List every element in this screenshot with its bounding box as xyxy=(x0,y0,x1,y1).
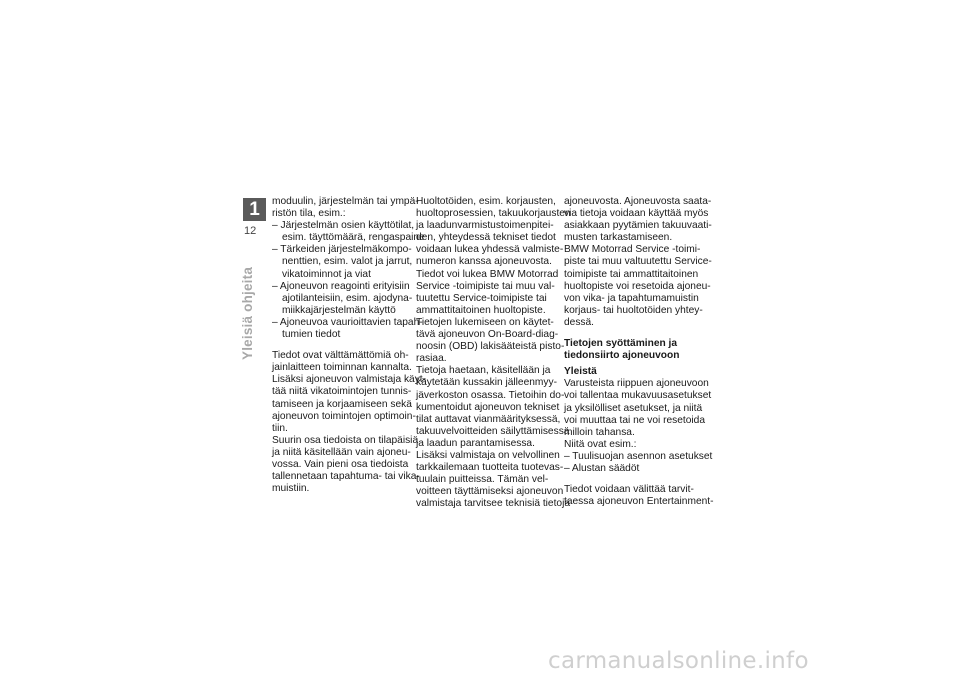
text-line: Lisäksi ajoneuvon valmistaja käyt- xyxy=(272,374,427,386)
text-line: rasiaa. xyxy=(416,353,447,365)
chapter-number-badge: 1 xyxy=(243,198,266,221)
text-line: Service -toimipiste tai muu val- xyxy=(416,280,555,292)
text-column-2 xyxy=(416,196,571,510)
text-line: – Järjestelmän osien käyttötilat, xyxy=(272,220,415,232)
text-line: nenttien, esim. valot ja jarrut, xyxy=(282,256,413,268)
text-line: Niitä ovat esim.: xyxy=(564,438,637,450)
text-column-3 xyxy=(564,196,714,508)
text-line: ajoneuvon toimintojen optimoin- xyxy=(272,410,416,422)
text-line: dessä. xyxy=(564,316,595,328)
text-line: Tiedot voidaan välittää tarvit- xyxy=(564,484,694,496)
paragraph-gap xyxy=(564,475,702,484)
text-line: Lisäksi valmistaja on velvollinen xyxy=(416,449,560,461)
text-line: muistiin. xyxy=(272,483,310,495)
text-line: – Ajoneuvon reagointi erityisiin xyxy=(272,280,410,292)
text-line: von vika- ja tapahtumamuistin xyxy=(564,292,699,304)
text-line: taessa ajoneuvon Entertainment- xyxy=(564,496,714,508)
text-line: – Alustan säädöt xyxy=(564,462,640,474)
text-line: voi muuttaa tai ne voi resetoida xyxy=(564,414,706,426)
paragraph-gap xyxy=(564,329,702,338)
text-line: tää niitä vikatoimintojen tunnis- xyxy=(272,386,412,398)
text-line: toimipiste tai ammattitaitoinen xyxy=(564,268,699,280)
text-line: huoltoprosessien, takuukorjausten xyxy=(416,208,571,220)
text-line: jäverkoston osassa. Tietoihin do- xyxy=(416,389,565,401)
section-heading: Tietojen syöttäminen ja xyxy=(564,338,678,350)
text-line: – Ajoneuvoa vaurioittavien tapah- xyxy=(272,316,423,328)
text-line: ammattitaitoinen huoltopiste. xyxy=(416,304,546,316)
text-line: milloin tahansa. xyxy=(564,426,635,438)
text-line: vossa. Vain pieni osa tiedoista xyxy=(272,458,409,470)
text-line: musten tarkastamiseen. xyxy=(564,232,673,244)
text-line: Tietoja haetaan, käsitellään ja xyxy=(416,365,551,377)
text-line: BMW Motorrad Service -toimi- xyxy=(564,244,701,256)
text-line: ajoneuvosta. Ajoneuvosta saata- xyxy=(564,196,712,207)
text-line: tallennetaan tapahtuma- tai vika- xyxy=(272,471,420,483)
text-line: tamiseen ja korjaamiseen sekä xyxy=(272,398,412,410)
text-column-1 xyxy=(272,196,427,495)
text-line: numeron kanssa ajoneuvosta. xyxy=(416,256,552,268)
text-line: ajotilanteisiin, esim. ajodyna- xyxy=(282,292,413,304)
text-line: tiin. xyxy=(272,422,288,434)
text-line: – Tärkeiden järjestelmäkompo- xyxy=(272,244,412,256)
text-line: huoltopiste voi resetoida ajoneu- xyxy=(564,280,711,292)
text-line: jainlaitteen toiminnan kannalta. xyxy=(272,362,412,374)
text-line: ristön tila, esim.: xyxy=(272,208,346,220)
text-line: ja laadunvarmistustoimenpitei- xyxy=(416,220,554,232)
text-line: moduulin, järjestelmän tai ympä- xyxy=(272,196,419,207)
text-line: Suurin osa tiedoista on tilapäisiä xyxy=(272,434,419,446)
text-line: tuulain puitteissa. Tämän vel- xyxy=(416,474,549,486)
paragraph-gap xyxy=(272,341,412,350)
text-line: Tiedot voi lukea BMW Motorrad xyxy=(416,268,559,280)
text-line: Huoltotöiden, esim. korjausten, xyxy=(416,196,556,207)
page-number: 12 xyxy=(244,225,257,237)
text-line: kumentoidut ajoneuvon tekniset xyxy=(416,401,560,413)
text-line: via tietoja voidaan käyttää myös xyxy=(564,208,709,220)
text-line: voitteen täyttämiseksi ajoneuvon xyxy=(416,486,564,498)
text-line: ja yksilölliset asetukset, ja niitä xyxy=(564,402,703,414)
text-line: den, yhteydessä tekniset tiedot xyxy=(416,232,556,244)
text-line: valmistaja tarvitsee teknisiä tietoja xyxy=(416,498,571,510)
text-line: tilat auttavat vianmäärityksessä, xyxy=(416,413,561,425)
text-line: miikkajärjestelmän käyttö xyxy=(282,304,396,316)
text-line: voi tallentaa mukavuusasetukset xyxy=(564,390,712,402)
text-line: ja niitä käsitellään vain ajoneu- xyxy=(272,446,411,458)
section-heading: Yleistä xyxy=(564,366,597,378)
text-line: Varusteista riippuen ajoneuvoon xyxy=(564,378,709,390)
text-line: asiakkaan pyytämien takuuvaati- xyxy=(564,220,712,232)
text-line: takuuvelvoitteiden säilyttämisessä xyxy=(416,425,570,437)
text-line: tuutettu Service-toimipiste tai xyxy=(416,292,547,304)
text-line: vikatoiminnot ja viat xyxy=(282,268,371,280)
text-line: esim. täyttömäärä, rengaspaine xyxy=(282,232,425,244)
watermark-text: carmanualsonline.info xyxy=(548,648,809,674)
text-line: Tiedot ovat välttämättömiä oh- xyxy=(272,350,409,362)
text-line: Tietojen lukemiseen on käytet- xyxy=(416,316,554,328)
section-heading: tiedonsiirto ajoneuvoon xyxy=(564,350,680,362)
text-line: käytetään kussakin jälleenmyy- xyxy=(416,377,557,389)
text-line: ja laadun parantamisessa. xyxy=(416,437,535,449)
text-line: voidaan lukea yhdessä valmiste- xyxy=(416,244,564,256)
chapter-side-title: Yleisiä ohjeita xyxy=(240,266,255,360)
text-line: noosin (OBD) lakisääteistä pisto- xyxy=(416,341,565,353)
text-line: tävä ajoneuvon On-Board-diag- xyxy=(416,329,559,341)
text-line: korjaus- tai huoltotöiden yhtey- xyxy=(564,304,703,316)
text-line: – Tuulisuojan asennon asetukset xyxy=(564,450,713,462)
text-line: tarkkailemaan tuotteita tuotevas- xyxy=(416,462,564,474)
text-line: piste tai muu valtuutettu Service- xyxy=(564,256,712,268)
text-line: tumien tiedot xyxy=(282,329,341,341)
